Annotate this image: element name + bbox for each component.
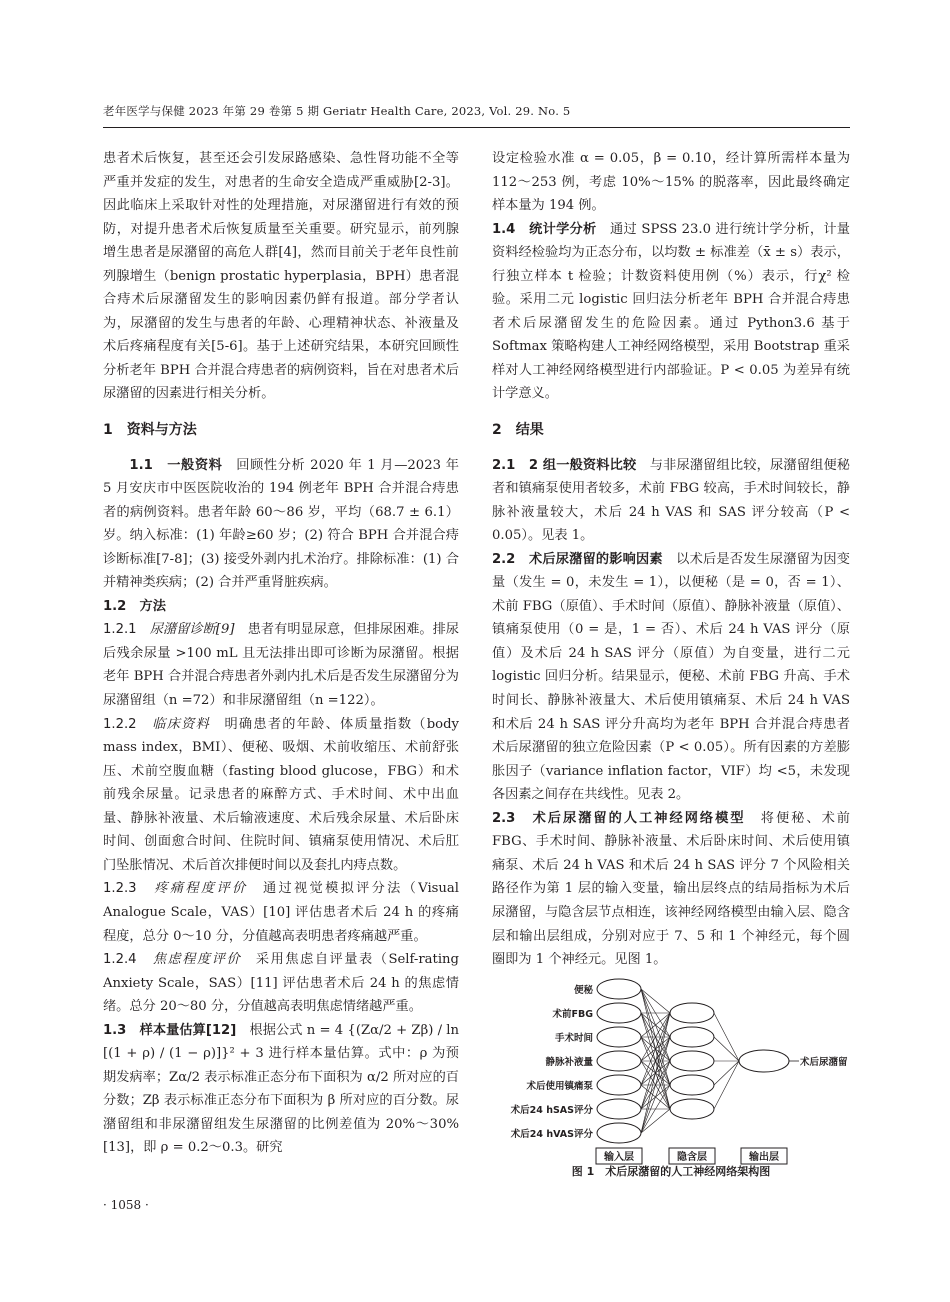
hidden-neuron <box>670 1051 714 1071</box>
edge-hidden-output <box>714 1013 739 1061</box>
hidden-neuron <box>670 1003 714 1023</box>
input-neuron <box>597 1075 641 1095</box>
section-1-4-heading: 1.4 统计学分析 <box>492 221 597 237</box>
input-node-label: 手术时间 <box>554 1033 593 1044</box>
section-1-2-1-number: 1.2.1 <box>103 622 150 638</box>
section-2-3-heading: 2.3 术后尿潴留的人工神经网络模型 <box>492 810 746 826</box>
section-2-heading: 2 结果 <box>492 422 544 439</box>
edge-hidden-output <box>714 1061 739 1109</box>
input-neuron <box>597 1027 641 1047</box>
input-node-label: 术后24 hSAS评分 <box>510 1105 593 1116</box>
network-nodes <box>597 979 789 1143</box>
input-node-label: 术前FBG <box>552 1009 593 1020</box>
section-1-2-4-title: 焦虑程度评价 <box>152 952 242 968</box>
section-1-heading: 1 资料与方法 <box>103 422 197 439</box>
input-node-label: 术后24 hVAS评分 <box>510 1129 593 1140</box>
section-1-1-body: 回顾性分析 2020 年 1 月—2023 年 5 月安庆市中医医院收治的 194 例老年 BPH 合并混合痔患者的病例资料。患者年龄 60～86 岁，平均（68.7 ± 6.1）岁。纳入标准：(1) 年龄≥60 岁；(2) 符合 BPH 合并混合痔诊断标准[7-8]；(3) 接受外剥内扎术治疗。排除标准：(1) 合并精神类疾病；(2) 合并严重肾脏疾病。 <box>103 457 459 591</box>
section-1-2-2-body: 明确患者的年龄、体质量指数（body mass index，BMI）、便秘、吸烟、术前收缩压、术前舒张压、术前空腹血糖（fasting blood glucose，FBG）和术前残余尿量。记录患者的麻醉方式、手术时间、术中出血量、静脉补液量、术后输液速度、术后残余尿量、术后卧床时间、创面愈合时间、住院时间、镇痛泵使用情况、术后肛门坠胀情况、术后首次排便时间以及套扎内痔点数。 <box>103 716 459 873</box>
output-node-label: 术后尿潴留 <box>800 1057 848 1068</box>
section-2-2 <box>492 548 850 807</box>
section-1-2-3-title: 疼痛程度评价 <box>154 881 248 897</box>
section-1-1 <box>103 454 459 595</box>
section-1-4 <box>492 218 850 406</box>
hidden-neuron <box>670 1075 714 1095</box>
section-2-2-heading: 2.2 术后尿潴留的影响因素 <box>492 551 663 567</box>
section-1-2-4 <box>103 948 459 1019</box>
input-node-label: 静脉补液量 <box>545 1057 593 1068</box>
section-2-3-body: 将便秘、术前 FBG、手术时间、静脉补液量、术后卧床时间、术后使用镇痛泵、术后 24 h VAS 和术后 24 h SAS 评分 7 个风险相关路径作为第 1 层的输入变量，输出层终点的结局指标为术后尿潴留，与隐含层节点相连，该神经网络模型由输入层、隐含层和输出层组成，分别对应于 7、5 和 1 个神经元，每个圆圈即为 1 个神经元。见图 1。 <box>492 810 850 968</box>
section-1-2-1-body: 患者有明显尿意，但排尿困难。排尿后残余尿量 >100 mL 且无法排出即可诊断为尿潴留。根据老年 BPH 合并混合痔患者外剥内扎术后是否发生尿潴留分为尿潴留组（n =72）和非尿潴留组（n =122）。 <box>103 622 459 709</box>
section-1-2-1 <box>103 618 459 712</box>
input-neuron <box>597 979 641 999</box>
output-neuron <box>739 1050 789 1072</box>
hidden-neuron <box>670 1027 714 1047</box>
section-1-2-4-number: 1.2.4 <box>103 952 153 968</box>
section-2-1-heading: 2.1 2 组一般资料比较 <box>492 457 637 473</box>
edge-input-hidden <box>641 989 670 1013</box>
input-neuron <box>597 1003 641 1023</box>
section-1-2-4-body: 采用焦虑自评量表（Self-rating Anxiety Scale，SAS）[11] 评估患者术后 24 h 的焦虑情绪。总分 20～80 分，分值越高表明焦虑情绪越严重。 <box>103 952 459 1015</box>
input-neuron <box>597 1099 641 1119</box>
layer-label: 输出层 <box>749 1152 779 1163</box>
section-1-3-body: 根据公式 n = 4 {(Zα/2 + Zβ) / ln [(1 + ρ) / (1 − ρ)]}² + 3 进行样本量估算。式中：ρ 为预期发病率；Zα/2 表示标准正态分布下面积为 α/2 所对应的百分数；Zβ 表示标准正态分布下面积为 β 所对应的百分数。尿潴留组和非尿潴留组发生尿潴留的比例差值为 20%～30%[13]，即 ρ = 0.2～0.3。研究 <box>103 1022 459 1156</box>
input-neuron <box>597 1051 641 1071</box>
header-rule <box>103 127 850 128</box>
edge-hidden-output <box>714 1061 739 1085</box>
section-1-2-1-title: 尿潴留诊断[9] <box>149 622 235 638</box>
hidden-neuron <box>670 1099 714 1119</box>
sample-size-continuation: 设定检验水准 α = 0.05，β = 0.10，经计算所需样本量为 112～253 例，考虑 10%～15% 的脱落率，因此最终确定样本量为 194 例。 <box>492 151 850 214</box>
section-1-2-2-title: 临床资料 <box>152 716 211 732</box>
section-1-3 <box>103 1019 459 1160</box>
input-node-label: 术后使用镇痛泵 <box>526 1081 593 1092</box>
intro-paragraph: 患者术后恢复，甚至还会引发尿路感染、急性肾功能不全等严重并发症的发生，对患者的生命安全造成严重威胁[2-3]。因此临床上采取针对性的处理措施，对尿潴留进行有效的预防，对提升患者术后恢复质量至关重要。研究显示，前列腺增生患者是尿潴留的高危人群[4]，然而目前关于老年良性前列腺增生（benign prostatic hyperplasia，BPH）患者混合痔术后尿潴留发生的影响因素仍鲜有报道。部分学者认为，尿潴留的发生与患者的年龄、心理精神状态、补液量及术后疼痛程度有关[5-6]。基于上述研究结果，本研究回顾性分析老年 BPH 合并混合痔患者的病例资料，旨在对患者术后尿潴留的因素进行相关分析。 <box>103 151 459 402</box>
journal-header: 老年医学与保健 2023 年第 29 卷第 5 期 Geriatr Health Care, 2023, Vol. 29. No. 5 <box>103 104 571 118</box>
layer-label: 隐含层 <box>677 1152 707 1163</box>
section-1-2-2-number: 1.2.2 <box>103 716 153 732</box>
edge-input-hidden <box>641 1109 670 1133</box>
section-2-1 <box>492 454 850 548</box>
section-1-2-3 <box>103 877 459 948</box>
section-1-4-body: 通过 SPSS 23.0 进行统计学分析，计量资料经检验均为正态分布，以均数 ± 标准差（x̄ ± s）表示，行独立样本 t 检验；计数资料使用例（%）表示，行χ² 检验。采用二元 logistic 回归法分析老年 BPH 合并混合痔患者术后尿潴留发生的危险因素。通过 Python3.6 基于 Softmax 策略构建人工神经网络模型，采用 Bootstrap 重采样对人工神经网络模型进行内部验证。P < 0.05 为差异有统计学意义。 <box>492 221 850 402</box>
edge-hidden-output <box>714 1037 739 1061</box>
left-column <box>103 147 459 1160</box>
section-2-3 <box>492 807 850 972</box>
section-1-2-2 <box>103 713 459 878</box>
page-number: · 1058 · <box>103 1198 149 1212</box>
figure-caption: 图 1 术后尿潴留的人工神经网络架构图 <box>571 1165 771 1178</box>
input-neuron <box>597 1123 641 1143</box>
layer-label: 输入层 <box>604 1152 634 1163</box>
right-column <box>492 147 850 972</box>
section-1-2-3-body: 通过视觉模拟评分法（Visual Analogue Scale，VAS）[10] 评估患者术后 24 h 的疼痛程度，总分 0～10 分，分值越高表明患者疼痛越严重。 <box>103 881 460 944</box>
section-1-1-heading: 1.1 一般资料 <box>129 457 223 473</box>
section-1-3-heading: 1.3 样本量估算[12] <box>103 1022 237 1038</box>
section-1-2-heading-line <box>103 595 459 619</box>
section-1-2-heading: 1.2 方法 <box>103 598 166 614</box>
input-node-label: 便秘 <box>573 985 593 996</box>
edge-input-hidden <box>641 1013 670 1133</box>
section-2-2-body: 以术后是否发生尿潴留为因变量（发生 = 0，未发生 = 1），以便秘（是 = 0，否 = 1）、术前 FBG（原值）、手术时间（原值）、静脉补液量（原值）、镇痛泵使用（0 = 是，1 = 否）、术后 24 h VAS 评分（原值）及术后 24 h SAS 评分（原值）为自变量，进行二元 logistic 回归分析。结果显示，便秘、术前 FBG 升高、手术时间长、静脉补液量大、术后使用镇痛泵、术后 24 h VAS 和术后 24 h SAS 评分升高均为老年 BPH 合并混合痔患者术后尿潴留的独立危险因素（P < 0.05）。所有因素的方差膨胀因子（variance inflation factor，VIF）均 <5，未发现各因素之间存在共线性。见表 2。 <box>492 551 850 803</box>
section-2-1-body: 与非尿潴留组比较，尿潴留组便秘者和镇痛泵使用者较多，术前 FBG 较高，手术时间较长，静脉补液量较大，术后 24 h VAS 和 SAS 评分较高（P < 0.05）。见表 1。 <box>492 457 850 544</box>
section-1-2-3-number: 1.2.3 <box>103 881 155 897</box>
neural-network-figure <box>492 966 850 1188</box>
